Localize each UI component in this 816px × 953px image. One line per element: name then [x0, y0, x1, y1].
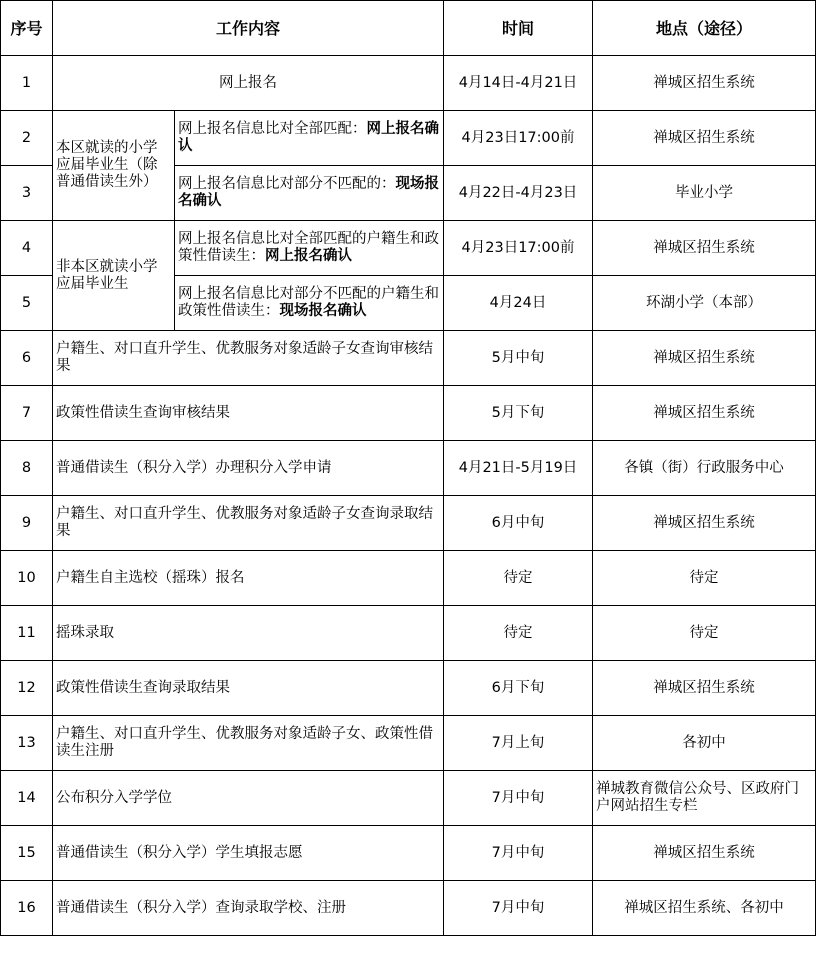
table-row [1, 716, 816, 771]
cell-seq: 7 [1, 386, 53, 441]
cell-seq: 5 [1, 276, 53, 331]
header-place: 地点（途径） [593, 1, 816, 56]
table-row [1, 496, 816, 551]
cell-place: 禅城教育微信公众号、区政府门户网站招生专栏 [593, 771, 816, 826]
content-text: 网上报名信息比对部分不匹配的户籍生和政策性借读生： [178, 286, 439, 319]
cell-seq: 14 [1, 771, 53, 826]
table-row [1, 606, 816, 661]
cell-time: 5月中旬 [444, 331, 593, 386]
content-text: 网上报名信息比对全部匹配： [178, 121, 367, 137]
cell-content: 公布积分入学学位 [53, 771, 444, 826]
table-row [1, 56, 816, 111]
content-bold-text: 网上报名确认 [265, 248, 352, 264]
cell-time: 4月23日17:00前 [444, 221, 593, 276]
table-row [1, 441, 816, 496]
cell-place: 禅城区招生系统 [593, 826, 816, 881]
cell-seq: 10 [1, 551, 53, 606]
content-bold-text: 网上报名确认 [178, 121, 439, 154]
cell-content [175, 276, 444, 331]
cell-place: 禅城区招生系统 [593, 496, 816, 551]
cell-time: 待定 [444, 551, 593, 606]
table-row [1, 111, 816, 166]
cell-content: 户籍生、对口直升学生、优教服务对象适龄子女、政策性借读生注册 [53, 716, 444, 771]
cell-time: 6月中旬 [444, 496, 593, 551]
cell-seq: 13 [1, 716, 53, 771]
cell-time: 4月24日 [444, 276, 593, 331]
cell-place: 禅城区招生系统 [593, 221, 816, 276]
cell-seq: 2 [1, 111, 53, 166]
cell-seq: 15 [1, 826, 53, 881]
cell-time: 6月下旬 [444, 661, 593, 716]
cell-content: 普通借读生（积分入学）学生填报志愿 [53, 826, 444, 881]
cell-content: 普通借读生（积分入学）办理积分入学申请 [53, 441, 444, 496]
cell-content: 户籍生、对口直升学生、优教服务对象适龄子女查询审核结果 [53, 331, 444, 386]
table-row [1, 331, 816, 386]
content-text: 网上报名信息比对部分不匹配的： [178, 176, 396, 192]
cell-time: 4月22日-4月23日 [444, 166, 593, 221]
header-row [1, 1, 816, 56]
table-row [1, 771, 816, 826]
cell-place: 待定 [593, 606, 816, 661]
cell-seq: 4 [1, 221, 53, 276]
cell-content: 政策性借读生查询录取结果 [53, 661, 444, 716]
cell-seq: 16 [1, 881, 53, 936]
cell-time: 4月23日17:00前 [444, 111, 593, 166]
cell-content [175, 166, 444, 221]
cell-time: 5月下旬 [444, 386, 593, 441]
content-bold-text: 现场报名确认 [279, 303, 367, 319]
cell-place: 禅城区招生系统 [593, 331, 816, 386]
cell-place: 各镇（街）行政服务中心 [593, 441, 816, 496]
cell-time: 7月上旬 [444, 716, 593, 771]
table-row [1, 551, 816, 606]
cell-content [175, 111, 444, 166]
cell-seq: 11 [1, 606, 53, 661]
group-label-local: 本区就读的小学应届毕业生（除普通借读生外） [53, 111, 175, 221]
cell-time: 4月14日-4月21日 [444, 56, 593, 111]
table-row [1, 221, 816, 276]
header-content: 工作内容 [53, 1, 444, 56]
cell-content [175, 221, 444, 276]
cell-content: 网上报名 [53, 56, 444, 111]
cell-seq: 9 [1, 496, 53, 551]
cell-place: 禅城区招生系统 [593, 661, 816, 716]
cell-time: 4月21日-5月19日 [444, 441, 593, 496]
cell-place: 禅城区招生系统、各初中 [593, 881, 816, 936]
table-row [1, 881, 816, 936]
cell-content: 户籍生、对口直升学生、优教服务对象适龄子女查询录取结果 [53, 496, 444, 551]
cell-content: 政策性借读生查询审核结果 [53, 386, 444, 441]
table-row [1, 661, 816, 716]
cell-place: 待定 [593, 551, 816, 606]
cell-place: 禅城区招生系统 [593, 56, 816, 111]
content-bold-text: 现场报名确认 [178, 176, 439, 209]
cell-time: 7月中旬 [444, 881, 593, 936]
cell-content: 户籍生自主选校（摇珠）报名 [53, 551, 444, 606]
table-row [1, 386, 816, 441]
cell-seq: 1 [1, 56, 53, 111]
cell-seq: 3 [1, 166, 53, 221]
cell-place: 环湖小学（本部） [593, 276, 816, 331]
cell-time: 7月中旬 [444, 771, 593, 826]
cell-content: 摇珠录取 [53, 606, 444, 661]
cell-place: 禅城区招生系统 [593, 386, 816, 441]
cell-time: 待定 [444, 606, 593, 661]
cell-time: 7月中旬 [444, 826, 593, 881]
cell-place: 禅城区招生系统 [593, 111, 816, 166]
cell-content: 普通借读生（积分入学）查询录取学校、注册 [53, 881, 444, 936]
cell-place: 毕业小学 [593, 166, 816, 221]
cell-seq: 8 [1, 441, 53, 496]
cell-place: 各初中 [593, 716, 816, 771]
group-label-nonlocal: 非本区就读小学应届毕业生 [53, 221, 175, 331]
cell-seq: 12 [1, 661, 53, 716]
header-time: 时间 [444, 1, 593, 56]
content-text: 网上报名信息比对全部匹配的户籍生和政策性借读生： [178, 231, 439, 264]
cell-seq: 6 [1, 331, 53, 386]
table-row [1, 826, 816, 881]
header-seq: 序号 [1, 1, 53, 56]
